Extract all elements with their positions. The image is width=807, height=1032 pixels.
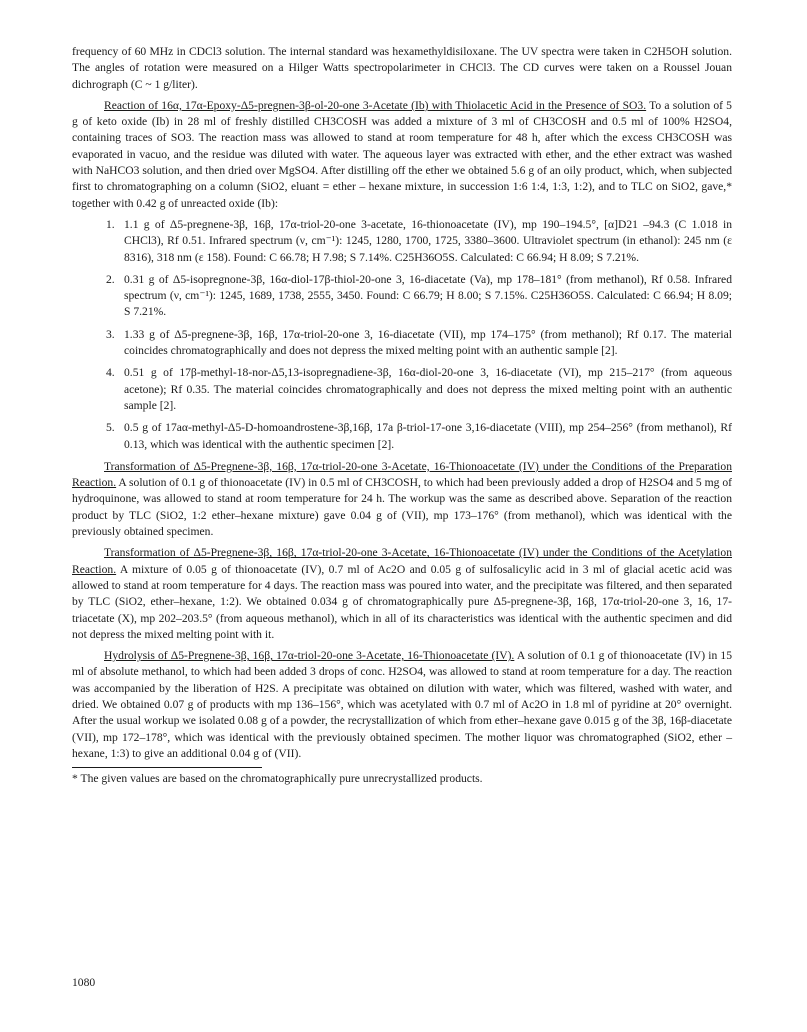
footnote: * The given values are based on the chromatographically pure unrecrystallized products. <box>72 772 483 786</box>
section-body-transformation-acetylation: A mixture of 0.05 g of thionoacetate (IV), 0.7 ml of Ac2O and 0.05 g of sulfosalicylic acid in 3 ml of glacial acetic acid was allowed to stand at room temperature for 4 days. The reaction mass was poured into water, and the precipitate was filtered, and then separated by TLC (SiO2, ether–hexane, 1:2). We obtained 0.034 g of chromatographically pure Δ5-pregnene-3β, 16β, 17α-triol-20-one 3, 16, 17-triacetate (X), mp 202–203.5° (from aqueous methanol), which in all of its characteristics was identical with the authentic specimen and did not depress the mixed melting point with it. <box>72 562 732 641</box>
page-number: 1080 <box>72 976 96 989</box>
section-heading-transformation-preparation: Transformation of Δ5-Pregnene-3β, 16β, 17α-triol-20-one 3-Acetate, 16-Thionoacetate (IV) under the Conditions of the Preparation Reaction. <box>72 459 732 490</box>
list-item-number: 3. <box>106 327 115 341</box>
list-item-text: 0.5 g of 17aα-methyl-Δ5-D-homoandrostene-3β,16β, 17a β-triol-17-one 3,16-diacetate (VIII), mp 254–256° (from methanol), Rf 0.13, which was identical with the authentic specimen [2]. <box>124 421 732 451</box>
list-item-text: 0.51 g of 17β-methyl-18-nor-Δ5,13-isopregnadiene-3β, 16α-diol-20-one 3, 16-diacetate (VI), mp 215–217° (from aqueous acetone); Rf 0.35. The material coincides chromatographically and does not depress the mixed melting point with an authentic sample [2]. <box>124 366 732 412</box>
list-item <box>72 272 732 321</box>
list-item <box>72 365 732 414</box>
list-item-number: 1. <box>106 217 115 231</box>
list-item-text: 1.33 g of Δ5-pregnene-3β, 16β, 17α-triol-20-one 3, 16-diacetate (VII), mp 174–175° (from methanol); Rf 0.17. The material coincides chromatographically and does not depress the mixed melting point with an authentic sample [2]. <box>124 327 732 358</box>
section-body-reaction: To a solution of 5 g of keto oxide (Ib) in 28 ml of freshly distilled CH3COSH was added a mixture of 3 ml of CH3COSH and 0.5 ml of 100% H2SO4, containing traces of SO3. The reaction mass was allowed to stand at room temperature for 48 h, after which the excess CH3COSH was evaporated in vacuo, and the residue was diluted with water. The aqueous layer was extracted with ether, and the ether extract was washed with NaHCO3 solution, and then dried over MgSO4. After distilling off the ether we obtained 5.6 g of an oily product, which, when subjected first to chromatographing on a column (SiO2, eluant = ether – hexane mixture, in succession 1:6 1:4, 1:3, 1:2), and to TLC on SiO2, gave,* together with 0.42 g of unreacted oxide (Ib): <box>72 98 732 210</box>
list-item-text: 0.31 g of Δ5-isopregnone-3β, 16α-diol-17β-thiol-20-one 3, 16-diacetate (Va), mp 178–181° (from methanol), Rf 0.58. Infrared spectrum (ν, cm⁻¹): 1245, 1689, 1738, 2555, 3450. Found: C 66.79; H 8.00; S 7.15%. C25H36O5S. Calculated: C 66.94; H 8.09; S 7.21%. <box>124 272 732 319</box>
list-item <box>72 327 732 360</box>
list-item <box>72 217 732 266</box>
section-heading-transformation-acetylation: Transformation of Δ5-Pregnene-3β, 16β, 17α-triol-20-one 3-Acetate, 16-Thionoacetate (IV) under the Conditions of the Acetylation Reaction. <box>72 546 732 576</box>
product-list <box>72 217 732 453</box>
section-heading-reaction: Reaction of 16α, 17α-Epoxy-Δ5-pregnen-3β-ol-20-one 3-Acetate (Ib) with Thiolacetic Acid in the Presence of SO3. <box>104 98 647 112</box>
section-transformation-acetylation <box>72 545 732 643</box>
list-item-number: 2. <box>106 272 115 286</box>
text-column <box>72 44 732 787</box>
section-hydrolysis <box>72 648 732 762</box>
list-item-text: 1.1 g of Δ5-pregnene-3β, 16β, 17α-triol-20-one 3-acetate, 16-thionoacetate (IV), mp 190–194.5°, [α]D21 –94.3 (C 1.018 in CHCl3), Rf 0.51. Infrared spectrum (ν, cm⁻¹): 1245, 1280, 1700, 1725, 3380–3600. Ultraviolet spectrum (in ethanol): 245 nm (ε 8316), 318 nm (ε 158). Found: C 66.78; H 7.98; S 7.14%. C25H36O5S. Calculated: C 66.94; H 8.09; S 7.21%. <box>124 217 732 264</box>
list-item <box>72 420 732 453</box>
intro-paragraph: frequency of 60 MHz in CDCl3 solution. The internal standard was hexamethyldisiloxane. The UV spectra were taken in C2H5OH solution. The angles of rotation were measured on a Hilger Watts spectropolarimeter in CHCl3. The CD curves were taken on a Roussel Jouan dichrograph (C ~ 1 g/liter). <box>72 45 732 91</box>
list-item-number: 4. <box>106 366 115 380</box>
list-item-number: 5. <box>106 421 115 435</box>
section-transformation-preparation <box>72 459 732 540</box>
section-heading-hydrolysis: Hydrolysis of Δ5-Pregnene-3β, 16β, 17α-triol-20-one 3-Acetate, 16-Thionoacetate (IV). <box>104 649 515 663</box>
footnote-divider <box>72 767 262 768</box>
section-body-hydrolysis: A solution of 0.1 g of thionoacetate (IV) in 15 ml of absolute methanol, to which had been added 3 drops of conc. H2SO4, was allowed to stand at room temperature for a day. The reaction was accompanied by the liberation of H2S. A precipitate was obtained on dilution with water, which was filtered, washed with water, and dried. We obtained 0.07 g of products with mp 136–156°, which was acetylated with 0.7 ml of Ac2O in 1.8 ml of pyridine at 20° overnight. After the usual workup we isolated 0.08 g of a powder, the recrystallization of which from ether–hexane gave 0.015 g of the 3β, 16β-diacetate (VII), mp 172–178°, which was identical with the previously obtained specimen. The mother liquor was chromatographed (SiO2, ether –hexane, 1:3) to give an additional 0.04 g of (VII). <box>72 649 733 760</box>
section-body-transformation-preparation: A solution of 0.1 g of thionoacetate (IV) in 0.5 ml of CH3COSH, to which had been previously added a drop of H2SO4 and 5 mg of hydroquinone, was allowed to stand at room temperature for 24 h. The workup was the same as described above. Separation of the reaction product by TLC (SiO2, 1:2 ether–hexane mixture) gave 0.04 g of (VII), mp 173–176° (from methanol), which was identical with the previously obtained specimen. <box>72 476 733 539</box>
section-reaction <box>72 98 732 212</box>
